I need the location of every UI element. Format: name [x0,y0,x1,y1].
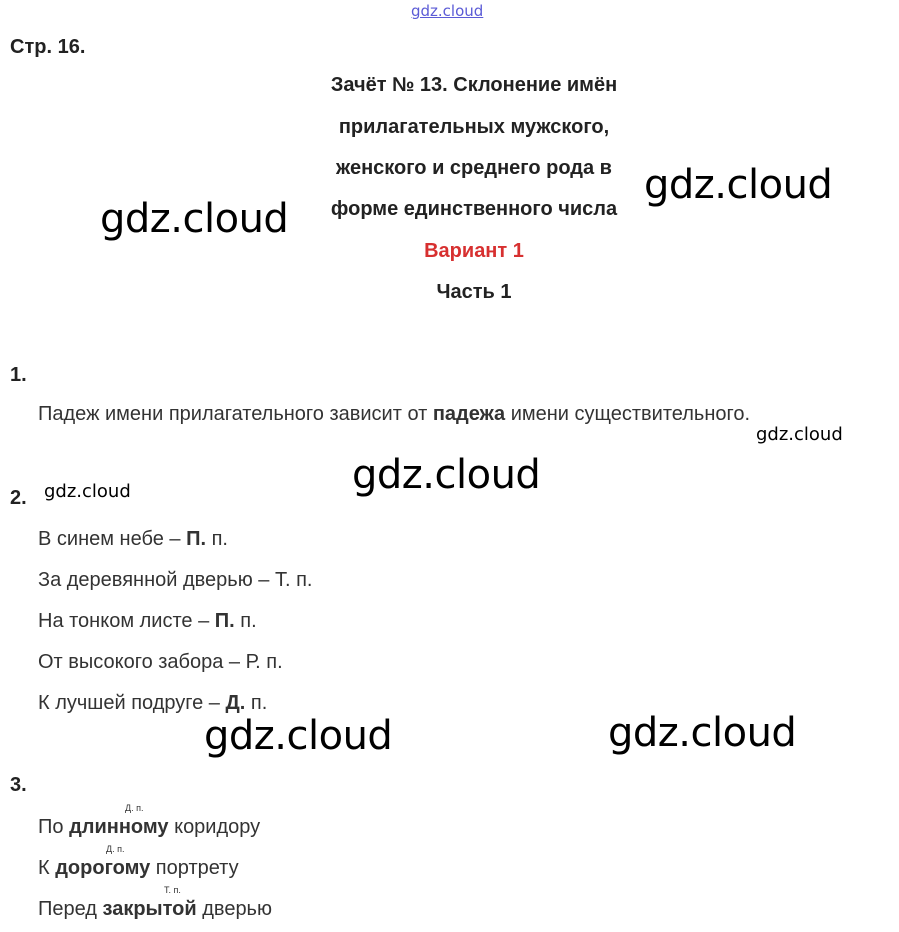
preposition: Перед [38,898,103,920]
task1-answer: падежа [432,403,506,425]
task2-item [38,651,283,674]
case-suffix: п. [260,651,283,673]
title-line: Зачёт № 13. Склонение имён [330,74,618,96]
task2-item [38,692,267,715]
case-suffix: п. [245,692,268,714]
case-label: Д. п. [125,803,144,813]
task1-text-pre: Падеж имени прилагательного зависит от [38,403,433,425]
watermark: gdz.cloud [352,452,541,498]
case-answer: Т. [274,569,291,591]
task3-item [38,898,272,921]
task3-item [38,816,260,839]
watermark: gdz.cloud [608,710,797,756]
adjective: дорогому [55,857,151,879]
phrase: За деревянной дверью – [38,569,275,591]
task2-item [38,569,312,592]
case-label: Т. п. [164,885,181,895]
phrase: От высокого забора – [38,651,246,673]
task-number: 1. [10,364,27,386]
watermark: gdz.cloud [44,481,131,502]
phrase: В синем небе – [38,528,187,550]
title-line: форме единственного числа [330,198,618,220]
case-answer: П. [186,528,207,550]
preposition: По [38,816,70,838]
task2-item [38,528,228,551]
title-line: прилагательных мужского, [338,116,610,138]
watermark: gdz.cloud [204,713,393,759]
task1-text-post: имени существительного. [505,403,751,425]
task3-item [38,857,239,880]
case-answer: П. [214,610,235,632]
watermark: gdz.cloud [756,424,843,445]
page-number: Стр. 16. [10,36,86,58]
noun: портрету [150,857,239,879]
watermark: gdz.cloud [644,162,833,208]
task-number: 2. [10,487,27,509]
title-line: женского и среднего рода в [336,157,612,179]
watermark: gdz.cloud [100,196,289,242]
case-suffix: п. [206,528,228,550]
case-suffix: п. [290,569,313,591]
noun: коридору [168,816,261,838]
adjective: длинному [69,816,169,838]
case-label: Д. п. [106,844,125,854]
preposition: К [38,857,56,879]
part-heading: Часть 1 [436,281,512,303]
phrase: На тонком листе – [38,610,215,632]
case-answer: Р. [245,651,261,673]
variant-heading: Вариант 1 [424,240,524,262]
phrase: К лучшей подруге – [38,692,226,714]
watermark-top: gdz.cloud [411,2,484,20]
task1-sentence [38,403,750,426]
task2-item [38,610,257,633]
noun: дверью [196,898,272,920]
case-answer: Д. [225,692,246,714]
case-suffix: п. [234,610,257,632]
adjective: закрытой [102,898,197,920]
task-number: 3. [10,774,27,796]
